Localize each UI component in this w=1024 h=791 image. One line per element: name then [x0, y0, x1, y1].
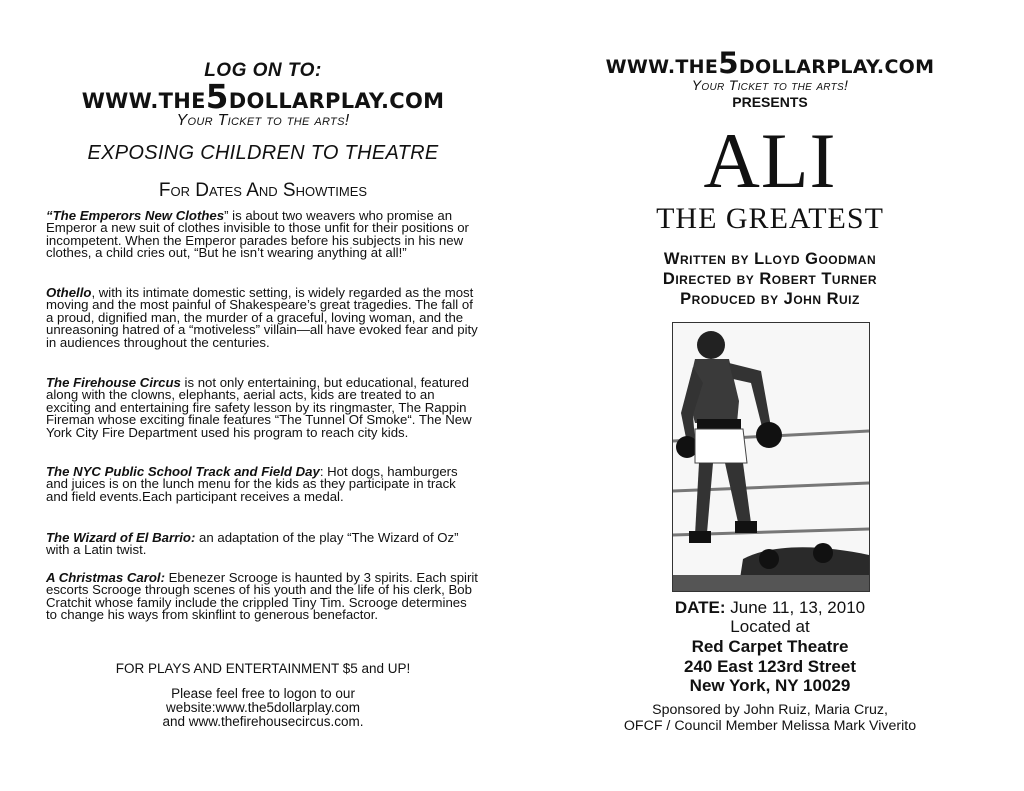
venue-name: Red Carpet Theatre	[691, 637, 849, 656]
play-description	[46, 532, 478, 557]
right-website-heading	[580, 46, 960, 80]
site-five: 5	[205, 78, 229, 116]
play-title: The Wizard of El Barrio:	[46, 530, 196, 545]
venue-city: New York, NY 10029	[689, 676, 851, 695]
left-tagline: Your Ticket to the arts!	[176, 112, 350, 129]
exposing-heading: EXPOSING CHILDREN TO THEATRE	[87, 142, 439, 164]
invite-line: and www.thefirehousecircus.com.	[162, 714, 364, 729]
directed-by-credit: Directed by Robert Turner	[662, 270, 878, 288]
play-text: an adaptation of the play “The Wizard of Oz” with a Latin twist.	[46, 530, 459, 558]
boxing-photo	[672, 322, 870, 592]
right-tagline: Your Ticket to the arts!	[691, 77, 849, 93]
sponsors-line: Sponsored by John Ruiz, Maria Cruz,	[652, 702, 888, 718]
play-title: The Firehouse Circus	[46, 375, 181, 390]
play-title: A Christmas Carol:	[46, 570, 165, 585]
site-suffix: DOLLARPLAY.COM	[738, 56, 935, 78]
located-at-label: Located at	[730, 617, 810, 636]
sponsors-text	[580, 702, 960, 734]
play-title: “The Emperors New Clothes	[46, 208, 225, 223]
play-description	[46, 466, 478, 503]
presents-label: PRESENTS	[732, 94, 808, 110]
left-website-heading	[40, 78, 486, 116]
invite-line: Please feel free to logon to our	[171, 686, 355, 701]
logon-invite	[40, 687, 486, 729]
play-title-main: ALI	[703, 117, 837, 204]
play-text: ” is about two weavers who promise an Emperor a new suit of clothes invisible to those unfit for their positions or incompetent. When the Emperor parades before his subjects in his new clothes, a child cries out, “But he isn’t wearing anything at all!”	[46, 208, 469, 261]
site-five: 5	[718, 46, 739, 80]
date-value: June 11, 13, 2010	[725, 598, 866, 617]
play-description	[46, 572, 478, 622]
event-date	[580, 598, 960, 636]
site-prefix: WWW.THE	[605, 56, 719, 78]
written-by-credit: Written by Lloyd Goodman	[663, 250, 877, 268]
produced-by-credit: Produced by John Ruiz	[680, 290, 860, 308]
play-text: is not only entertaining, but educational, featured along with the clowns, elephants, aerial acts, kids are treated to an exciting and entertaining fire safety lesson by its ringmaster, The Rappin Fireman whose exciting finale features “The Tunnel Of Smoke“. The New York City Fire Department used his program to reach city kids.	[46, 375, 472, 440]
play-title: The NYC Public School Track and Field Day	[46, 464, 320, 479]
date-label: DATE:	[674, 598, 726, 617]
play-title: Othello	[46, 285, 92, 300]
invite-line: website:www.the5dollarplay.com	[165, 700, 361, 715]
play-description	[46, 210, 478, 260]
venue-street: 240 East 123rd Street	[684, 656, 856, 676]
venue-address	[580, 637, 960, 696]
site-prefix: WWW.THE	[81, 89, 206, 113]
play-subtitle: THE GREATEST	[656, 202, 884, 235]
play-description	[46, 377, 478, 439]
play-text: , with its intimate domestic setting, is widely regarded as the most moving and the most painful of Shakespeare’s great tragedies. The fall of a proud, dignified man, the murder of a graceful, loving woman, and the unreasoning hatred of a “motiveless” villain—all have evoked fear and pity in audiences throughout the centuries.	[46, 285, 478, 350]
logon-heading: LOG ON TO:	[204, 60, 322, 81]
sponsors-line: OFCF / Council Member Melissa Mark Viverito	[623, 718, 917, 734]
site-suffix: DOLLARPLAY.COM	[228, 89, 445, 113]
plays-price-note: FOR PLAYS AND ENTERTAINMENT $5 and UP!	[115, 661, 411, 676]
dates-heading: For Dates And Showtimes	[158, 180, 368, 201]
play-text: : Hot dogs, hamburgers and juices is on the lunch menu for the kids as they participate in track and field events.Each participant receives a medal.	[46, 464, 458, 504]
play-description	[46, 287, 478, 349]
boxer-illustration-icon	[673, 323, 869, 591]
play-text: Ebenezer Scrooge is haunted by 3 spirits. Each spirit escorts Scrooge through scenes of his youth and the life of his clerk, Bob Cratchit whose family include the crippled Tiny Tim. Scrooge determines to change his ways from skinflint to generous benefactor.	[46, 570, 478, 623]
